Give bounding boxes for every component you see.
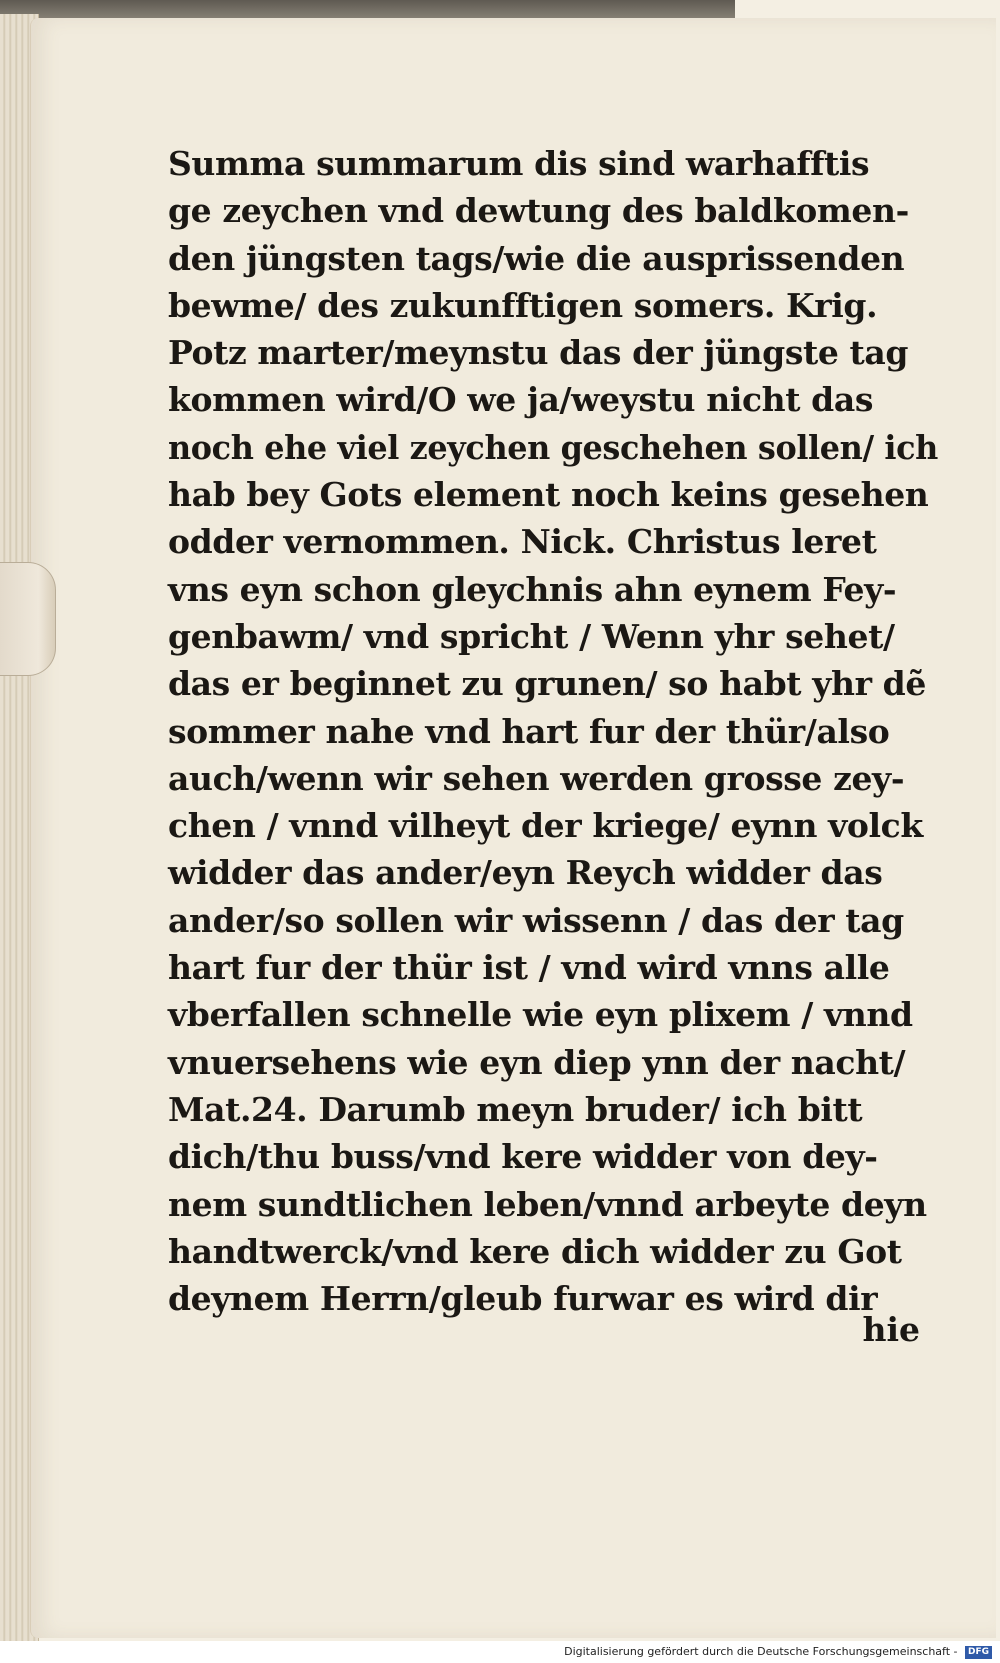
blackletter-text-block bbox=[168, 140, 938, 1322]
text-line: Mat.24. Darumb meyn bruder/ ich bitt bbox=[168, 1089, 863, 1129]
text-line: hart fur der thür ist / vnd wird vnns alle bbox=[168, 948, 890, 988]
text-line: auch/wenn wir sehen werden grosse zey‑ bbox=[168, 758, 905, 798]
text-line: genbawm/ vnd spricht / Wenn yhr sehet/ bbox=[168, 616, 895, 656]
text-line: ander/so sollen wir wissenn / das der tag bbox=[168, 900, 904, 940]
text-line: hab bey Gots element noch keins gesehen bbox=[168, 475, 929, 515]
text-line: nem sundtlichen leben/vnnd arbeyte deyn bbox=[168, 1184, 927, 1224]
text-line: Potz marter/meynstu das der jüngste tag bbox=[168, 333, 909, 373]
text-line: widder das ander/eyn Reych widder das bbox=[168, 853, 883, 893]
text-line: noch ehe viel zeychen geschehen sollen/ ich bbox=[168, 427, 938, 467]
digitization-credit bbox=[558, 1641, 992, 1663]
text-line: Summa summarum dis sind warhafftis bbox=[168, 144, 870, 183]
text-line: handtwerck/vnd kere dich widder zu Got bbox=[168, 1231, 902, 1271]
text-line: odder vernommen. Nick. Christus leret bbox=[168, 522, 877, 562]
text-line: kommen wird/O we ja/weystu nicht das bbox=[168, 380, 874, 420]
dfg-logo: DFG bbox=[965, 1646, 992, 1659]
text-line: sommer nahe vnd hart fur der thür/also bbox=[168, 711, 890, 751]
catchword: hie bbox=[862, 1310, 920, 1349]
text-line: den jüngsten tags/wie die ausprissenden bbox=[168, 238, 905, 278]
text-line: bewme/ des zukunfftigen somers. Krig. bbox=[168, 285, 878, 325]
text-line: dich/thu buss/vnd kere widder von dey‑ bbox=[168, 1137, 878, 1177]
text-line: vberfallen schnelle wie eyn plixem / vnnd bbox=[168, 995, 913, 1035]
page-holder-tab bbox=[0, 562, 56, 676]
text-line: deynem Herrn/gleub furwar es wird dir bbox=[168, 1279, 878, 1319]
text-line: ge zeychen vnd dewtung des baldkomen‑ bbox=[168, 191, 909, 231]
credit-text: Digitalisierung gefördert durch die Deutsche Forschungsgemeinschaft - bbox=[564, 1645, 958, 1658]
text-line: vns eyn schon gleychnis ahn eynem Fey‑ bbox=[168, 569, 897, 609]
text-line: das er beginnet zu grunen/ so habt yhr dẽ bbox=[168, 664, 926, 704]
text-line: vnuersehens wie eyn diep ynn der nacht/ bbox=[168, 1042, 906, 1082]
text-line: chen / vnnd vilheyt der kriege/ eynn volck bbox=[168, 806, 923, 846]
